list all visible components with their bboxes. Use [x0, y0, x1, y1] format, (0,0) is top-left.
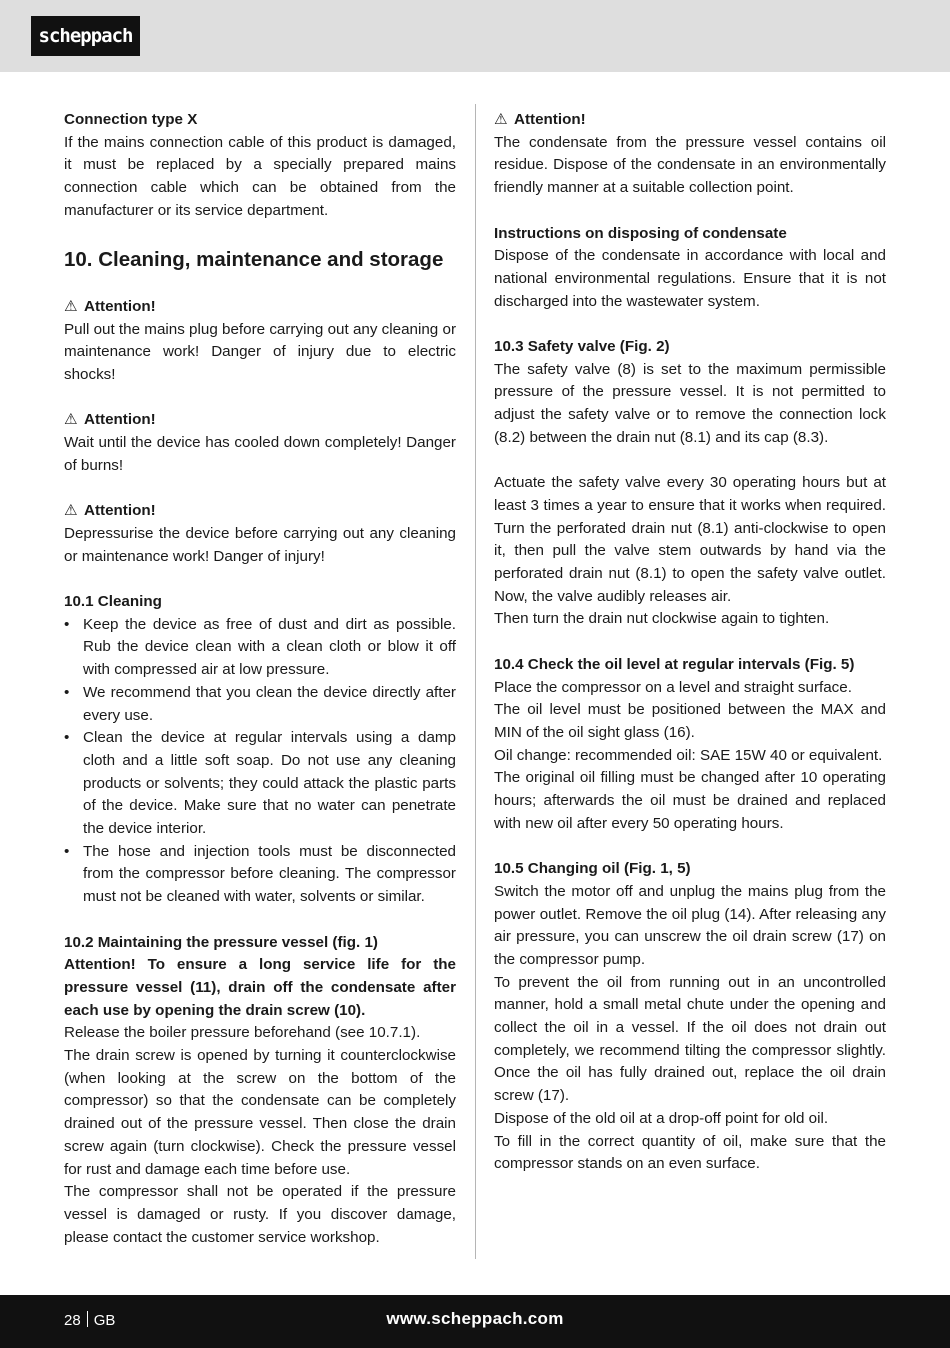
- oil-level-text: The oil level must be positioned between the MAX and MIN of the oil sight glass (16).: [494, 701, 886, 741]
- connection-type-text: If the mains connection cable of this product is damaged, it must be replaced by a specially prepared mains connection cable which can be obtained from the manufacturer or its service department.: [64, 133, 456, 219]
- changing-oil-text: Dispose of the old oil at a drop-off point for old oil.: [494, 1109, 829, 1127]
- attention-text: Pull out the mains plug before carrying out any cleaning or maintenance work! Danger of injury due to electric shocks!: [64, 320, 456, 383]
- attention-text: The condensate from the pressure vessel contains oil residue. Dispose of the condensate in an environmentally friendly manner at a suitable collection point.: [494, 133, 886, 197]
- oil-level-heading: 10.4 Check the oil level at regular intervals (Fig. 5): [494, 655, 855, 673]
- safety-valve-text: Then turn the drain nut clockwise again to tighten.: [494, 610, 830, 628]
- disposal-text: Dispose of the condensate in accordance with local and national environmental regulations. Ensure that it is not discharged into the wastewater system.: [494, 247, 886, 310]
- pressure-vessel-warning: Attention! To ensure a long service life for the pressure vessel (11), drain off the condensate after each use by opening the drain screw (10).: [64, 956, 456, 1019]
- pressure-vessel-text: Release the boiler pressure beforehand (see 10.7.1).: [64, 1024, 421, 1042]
- footer-bar: [0, 1295, 950, 1348]
- bullet-icon: •: [64, 615, 70, 633]
- changing-oil-text: Switch the motor off and unplug the mains plug from the power outlet. Remove the oil plug (14). After releasing any air pressure, you can unscrew the oil drain screw (17) on the compressor pump.: [494, 882, 886, 968]
- bullet-icon: •: [64, 842, 70, 860]
- warning-icon: ⚠: [64, 297, 78, 315]
- right-column: [494, 109, 886, 1176]
- changing-oil-heading: 10.5 Changing oil (Fig. 1, 5): [494, 860, 691, 878]
- oil-level-text: Place the compressor on a level and straight surface.: [494, 678, 852, 696]
- bullet-icon: •: [64, 683, 70, 701]
- language-code: GB: [93, 1312, 116, 1329]
- attention-heading: ⚠ Attention!: [494, 109, 886, 132]
- safety-valve-heading: 10.3 Safety valve (Fig. 2): [494, 338, 670, 355]
- section-heading: 10. Cleaning, maintenance and storage: [64, 248, 444, 272]
- list-item: • The hose and injection tools must be disconnected from the compressor before cleaning. The compressor must not be cleaned with water, solvents or similar.: [64, 842, 456, 906]
- safety-valve-text: The safety valve (8) is set to the maximum permissible pressure of the pressure vessel. It is not permitted to adjust the safety valve or to remove the connection lock (8.2) between the drain nut (8.1) and its cap (8.3).: [494, 360, 886, 446]
- oil-level-text: The original oil filling must be changed after 10 operating hours; afterwards the oil must be drained and replaced with new oil after every 50 operating hours.: [494, 769, 886, 832]
- bullet-icon: •: [64, 729, 70, 747]
- oil-level-text: Oil change: recommended oil: SAE 15W 40 or equivalent.: [494, 746, 883, 764]
- attention-text: Depressurise the device before carrying out any cleaning or maintenance work! Danger of injury!: [64, 524, 456, 565]
- cleaning-list: [64, 614, 456, 909]
- warning-icon: ⚠: [64, 411, 78, 429]
- website-link[interactable]: www.scheppach.com: [386, 1309, 564, 1328]
- warning-icon: ⚠: [494, 111, 508, 128]
- page-number: 28 GB: [64, 1312, 116, 1329]
- safety-valve-text: Actuate the safety valve every 30 operating hours but at least 3 times a year to ensure that it works when required. Turn the perforated drain nut (8.1) anti-clockwise to open it, then pull the valve stem outwards by hand via the perforated drain nut (8.1) to open the safety valve outlet. Now, the valve audibly releases air.: [494, 474, 886, 605]
- scheppach-logo: scheppach: [31, 16, 140, 56]
- attention-heading: ⚠ Attention!: [64, 296, 456, 319]
- header-band: [0, 0, 950, 72]
- pressure-vessel-heading: 10.2 Maintaining the pressure vessel (fig. 1): [64, 933, 378, 951]
- warning-icon: ⚠: [64, 502, 78, 520]
- connection-type-heading: Connection type X: [64, 111, 198, 128]
- changing-oil-text: To fill in the correct quantity of oil, make sure that the compressor stands on an even surface.: [494, 1132, 886, 1173]
- pressure-vessel-text: The compressor shall not be operated if the pressure vessel is damaged or rusty. If you discover damage, please contact the customer service workshop.: [64, 1183, 456, 1246]
- attention-heading: ⚠ Attention!: [64, 500, 456, 523]
- list-item: • We recommend that you clean the device directly after every use.: [64, 683, 456, 724]
- attention-heading: ⚠ Attention!: [64, 409, 456, 432]
- pressure-vessel-text: The drain screw is opened by turning it counterclockwise (when looking at the screw on the bottom of the compressor) so that the condensate can be completely drained out of the pressure vessel. Then close the drain screw again (turn clockwise). Check the pressure vessel for rust and damage each time before use.: [64, 1047, 456, 1178]
- changing-oil-text: To prevent the oil from running out in an uncontrolled manner, hold a small metal chute under the opening and collect the oil in a vessel. If the oil does not drain out completely, we recommend tilting the compressor slightly. Once the oil has fully drained out, replace the oil drain screw (17).: [494, 973, 886, 1105]
- left-column: [64, 109, 456, 1249]
- list-item: • Clean the device at regular intervals using a damp cloth and a little soft soap. Do not use any cleaning products or solvents; they could attack the plastic parts of the device. Make sure that no water can penetrate the device interior.: [64, 729, 456, 838]
- column-divider: [475, 104, 476, 1259]
- list-item: • Keep the device as free of dust and dirt as possible. Rub the device clean with a clean cloth or blow it off with compressed air at low pressure.: [64, 615, 456, 679]
- disposal-heading: Instructions on disposing of condensate: [494, 224, 787, 242]
- cleaning-heading: 10.1 Cleaning: [64, 592, 162, 610]
- attention-text: Wait until the device has cooled down completely! Danger of burns!: [64, 434, 456, 474]
